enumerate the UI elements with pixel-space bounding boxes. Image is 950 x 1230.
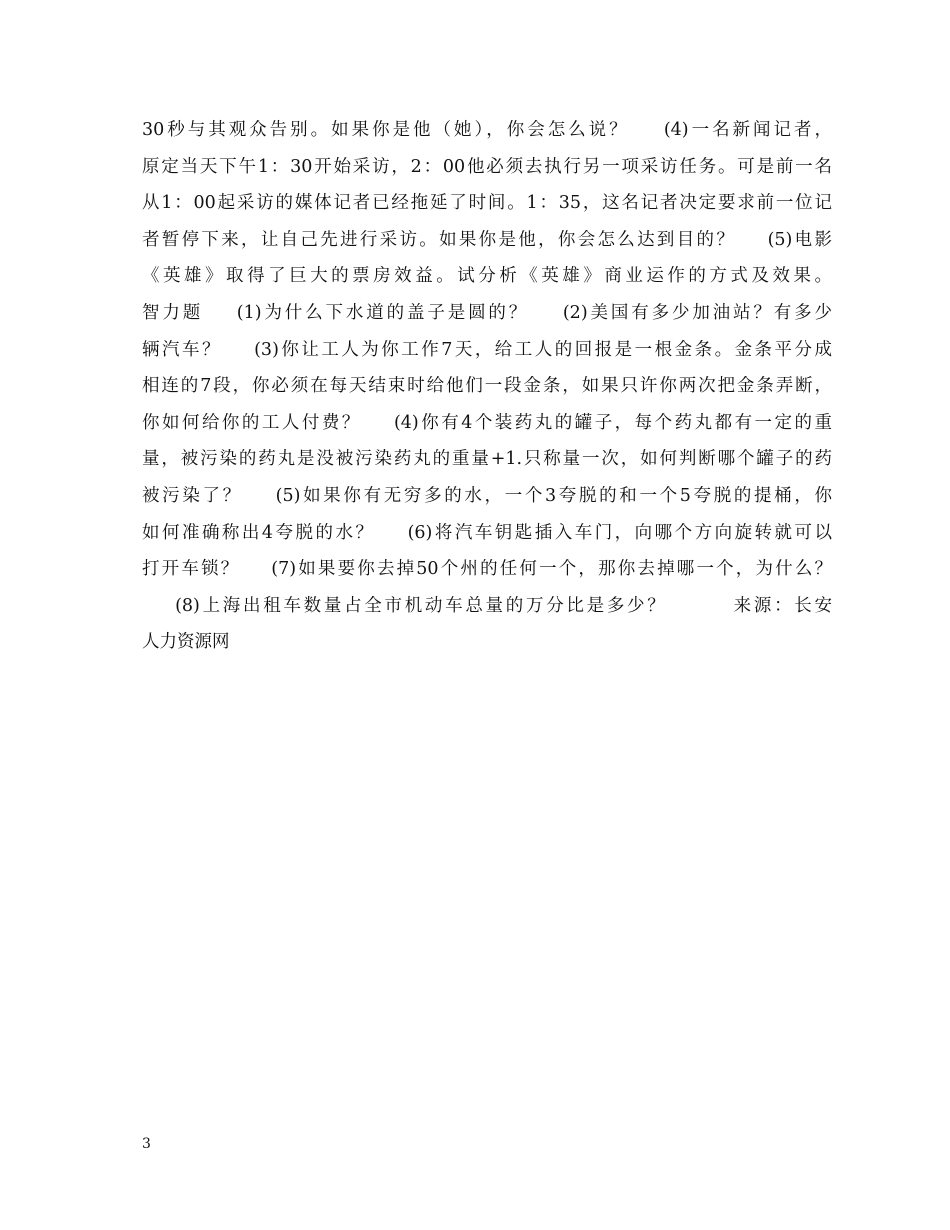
- text-line: 人力资源网: [142, 632, 230, 653]
- text-line: 如何准确称出4夸脱的水？ (6)将汽车钥匙插入车门，向哪个方向旋转就可以: [142, 522, 832, 543]
- text-line: 者暂停下来，让自己先进行采访。如果你是他，你会怎么达到目的？ (5)电影: [142, 229, 832, 250]
- text-line: 原定当天下午1：30开始采访，2：00他必须去执行另一项采访任务。可是前一名: [142, 156, 832, 177]
- text-line: 从1：00起采访的媒体记者已经拖延了时间。1：35，这名记者决定要求前一位记: [142, 193, 832, 214]
- text-line: 辆汽车？ (3)你让工人为你工作7天，给工人的回报是一根金条。金条平分成: [142, 339, 832, 360]
- text-line: 《英雄》取得了巨大的票房效益。试分析《英雄》商业运作的方式及效果。: [142, 266, 832, 287]
- text-line: 量，被污染的药丸是没被污染药丸的重量+1.只称量一次，如何判断哪个罐子的药: [142, 449, 832, 470]
- body-text: [142, 112, 832, 661]
- text-line: 智力题 (1)为什么下水道的盖子是圆的？ (2)美国有多少加油站？有多少: [142, 302, 832, 323]
- text-line: (8)上海出租车数量占全市机动车总量的万分比是多少？ 来源：长安: [142, 595, 832, 616]
- text-line: 打开车锁？ (7)如果要你去掉50个州的任何一个，那你去掉哪一个，为什么？: [142, 559, 832, 580]
- text-line: 被污染了？ (5)如果你有无穷多的水，一个3夸脱的和一个5夸脱的提桶，你: [142, 485, 832, 506]
- text-line: 相连的7段，你必须在每天结束时给他们一段金条，如果只许你两次把金条弄断，: [142, 376, 832, 397]
- text-line: 30秒与其观众告别。如果你是他（她），你会怎么说？ (4)一名新闻记者，: [142, 120, 832, 140]
- page-number: 3: [142, 1136, 151, 1152]
- text-line: 你如何给你的工人付费？ (4)你有4个装药丸的罐子，每个药丸都有一定的重: [142, 412, 832, 433]
